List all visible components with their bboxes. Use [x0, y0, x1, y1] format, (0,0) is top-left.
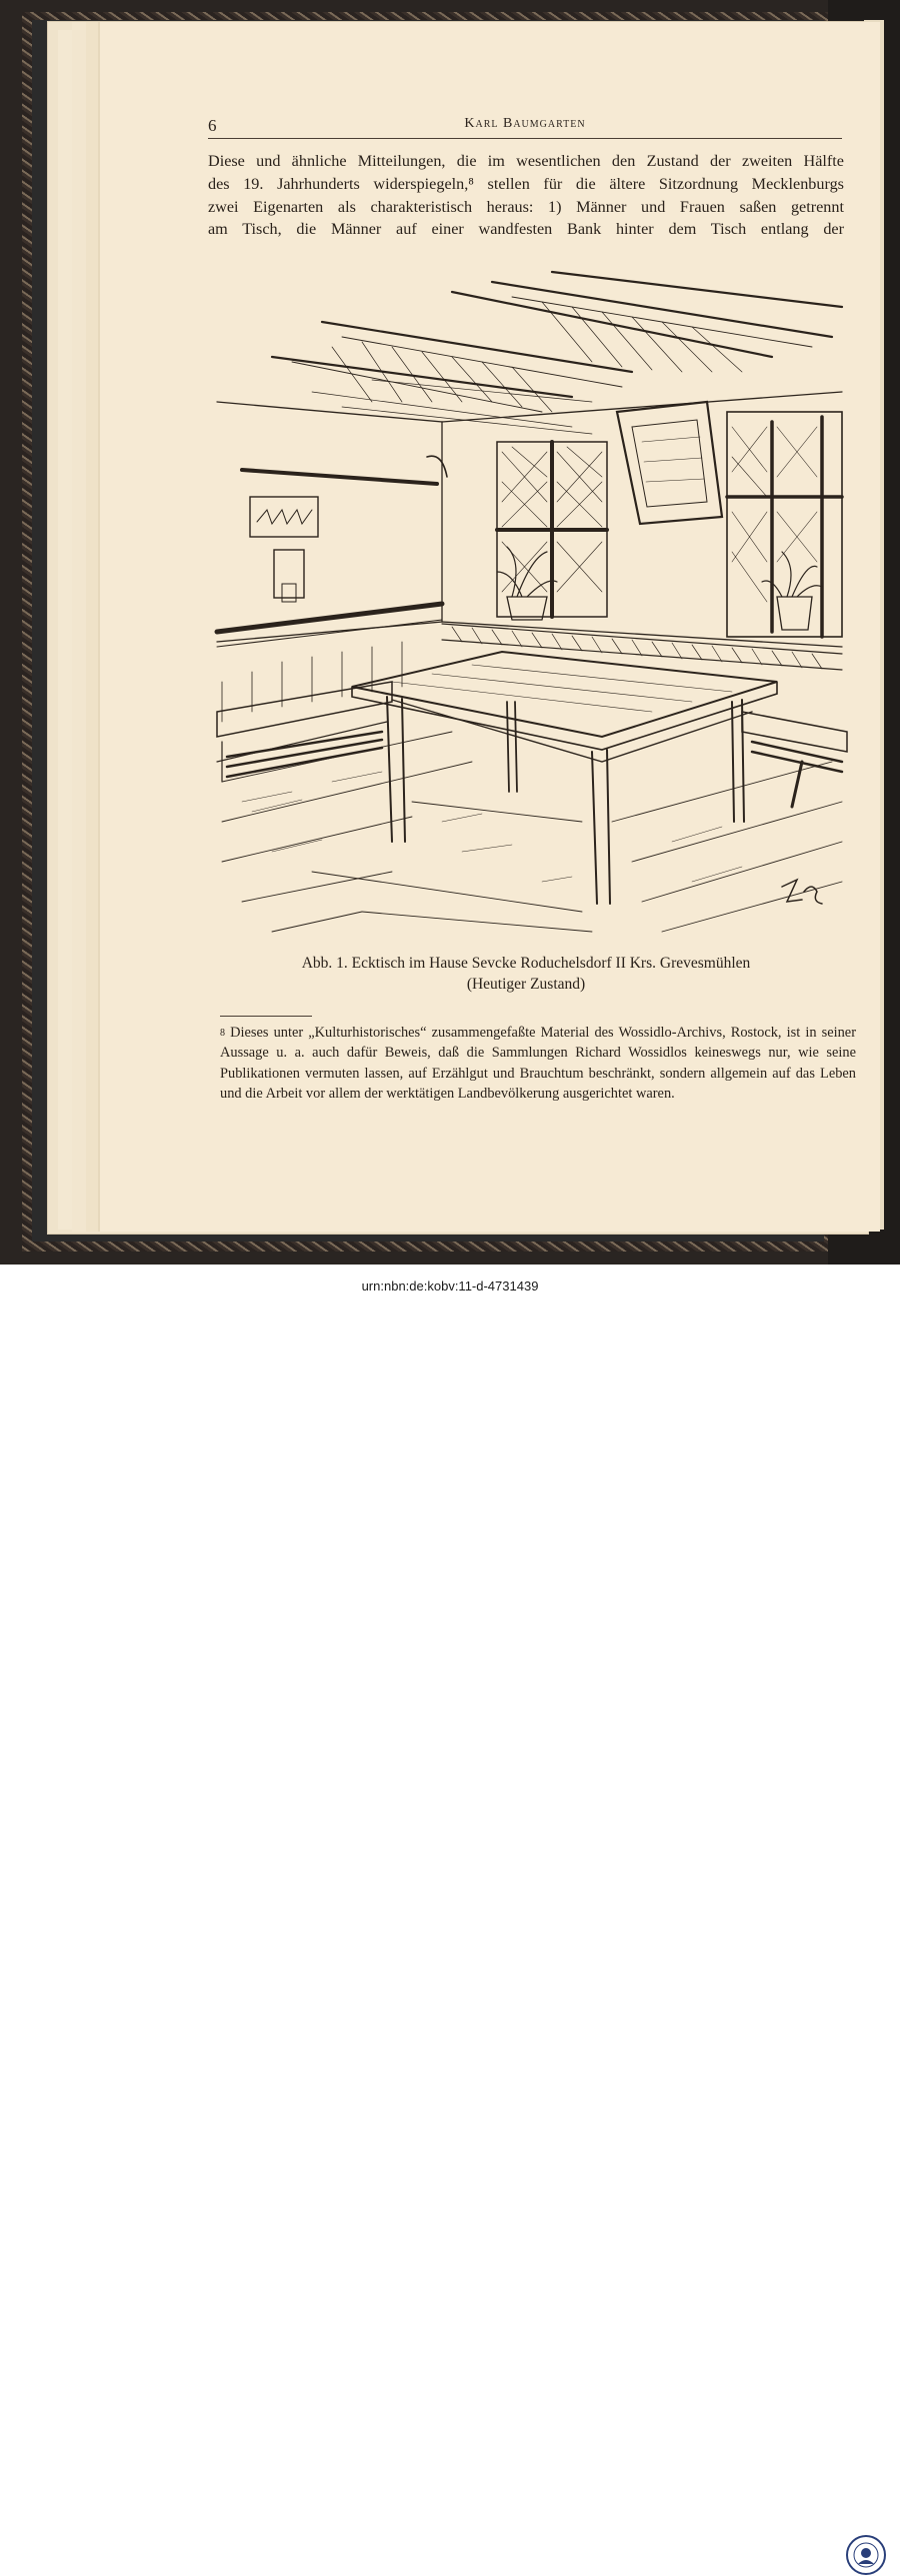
- footnote-mark: 8: [220, 1028, 225, 1039]
- body-paragraph: [208, 150, 844, 241]
- caption-line: (Heutiger Zustand): [466, 976, 586, 993]
- urn-footer: [0, 1265, 900, 1314]
- book-scan: [0, 0, 900, 1265]
- corner-table-drawing: [212, 262, 852, 942]
- body-line: am Tisch, die Männer auf einer wandfesten Bank hinter dem Tisch entlang der: [208, 220, 844, 239]
- footnote-text: Dieses unter „Kulturhistorisches“ zusammengefaßte Material des Wossidlo-Archivs, Rostock, ist in seiner Aussage u. a. auch dafür Beweis, daß die Sammlungen Richard Wossidlos keineswegs nur, wie seine Publikationen vermuten lassen, auf Erzählgut und Brauchtum beschränkt, sondern allgemein auf das Leben und die Arbeit vor allem der werktätigen Landbevölkerung ausgerichtet waren.: [220, 1025, 856, 1103]
- university-seal-icon: [845, 2534, 887, 2576]
- urn-identifier: urn:nbn:de:kobv:11-d-4731439: [361, 1279, 539, 1293]
- body-line: zwei Eigenarten als charakteristisch heraus: 1) Männer und Frauen saßen getrennt: [208, 197, 844, 216]
- footnote-rule: [220, 1016, 312, 1017]
- figure-caption: [208, 953, 844, 995]
- body-line: des 19. Jahrhunderts widerspiegeln,⁸ stellen für die ältere Sitzordnung Mecklenburgs: [208, 174, 844, 193]
- footnote: [220, 1023, 856, 1105]
- figure-illustration: [212, 262, 852, 942]
- body-line: Diese und ähnliche Mitteilungen, die im wesentlichen den Zustand der zweiten Hälfte: [208, 152, 844, 170]
- page-number: 6: [208, 116, 217, 135]
- running-head-title: Karl Baumgarten: [464, 116, 586, 131]
- caption-line: Abb. 1. Ecktisch im Hause Sevcke Roduchelsdorf II Krs. Grevesmühlen: [301, 955, 751, 972]
- running-head: [208, 116, 842, 139]
